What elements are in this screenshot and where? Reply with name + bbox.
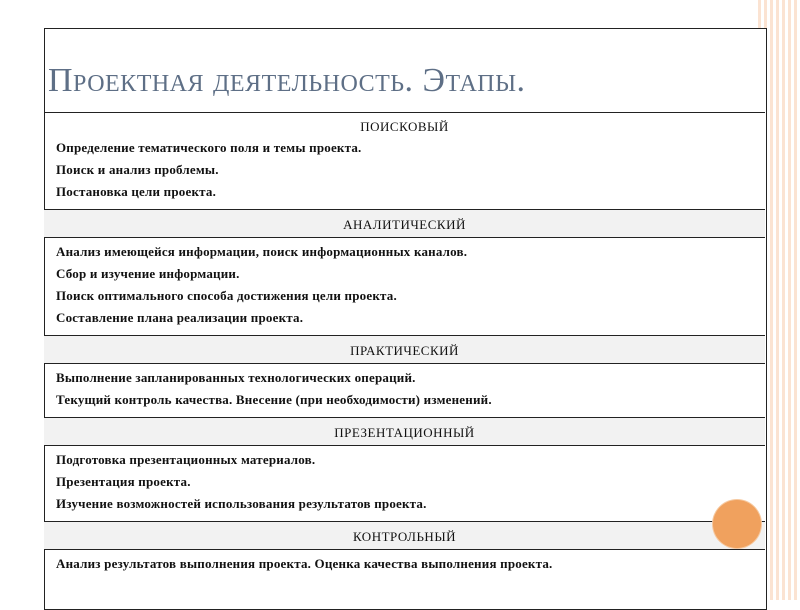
stage-name: ПРЕЗЕНТАЦИОННЫЙ bbox=[44, 418, 765, 446]
stage-item: Анализ имеющейся информации, поиск информационных каналов. bbox=[56, 244, 468, 259]
stage-item: Сбор и изучение информации. bbox=[56, 266, 240, 281]
stage-practical bbox=[44, 336, 765, 418]
stage-item: Поиск и анализ проблемы. bbox=[56, 162, 219, 177]
stage-item: Изучение возможностей использования результатов проекта. bbox=[56, 496, 427, 511]
stage-item: Поиск оптимального способа достижения цели проекта. bbox=[56, 288, 397, 303]
stage-analytic bbox=[44, 210, 765, 336]
stage-presentation bbox=[44, 418, 765, 522]
stage-name: ПРАКТИЧЕСКИЙ bbox=[44, 336, 765, 364]
slide-title: Проектная деятельность. Этапы. bbox=[48, 62, 526, 99]
stage-name: ПОИСКОВЫЙ bbox=[360, 119, 449, 134]
stage-name: КОНТРОЛЬНЫЙ bbox=[44, 522, 765, 550]
stage-control bbox=[44, 522, 765, 581]
stage-item: Составление плана реализации проекта. bbox=[56, 310, 304, 325]
stage-item: Презентация проекта. bbox=[56, 474, 191, 489]
stage-item: Анализ результатов выполнения проекта. Оценка качества выполнения проекта. bbox=[56, 556, 553, 571]
stage-item: Текущий контроль качества. Внесение (при необходимости) изменений. bbox=[56, 392, 492, 407]
stage-item: Подготовка презентационных материалов. bbox=[56, 452, 316, 467]
stage-item: Выполнение запланированных технологических операций. bbox=[56, 370, 416, 385]
stage-item: Постановка цели проекта. bbox=[56, 184, 217, 199]
stage-search bbox=[44, 113, 765, 210]
stage-name: АНАЛИТИЧЕСКИЙ bbox=[44, 210, 765, 238]
stage-item: Определение тематического поля и темы проекта. bbox=[56, 140, 362, 155]
decorative-circle bbox=[713, 500, 761, 548]
stages-table bbox=[44, 113, 765, 581]
